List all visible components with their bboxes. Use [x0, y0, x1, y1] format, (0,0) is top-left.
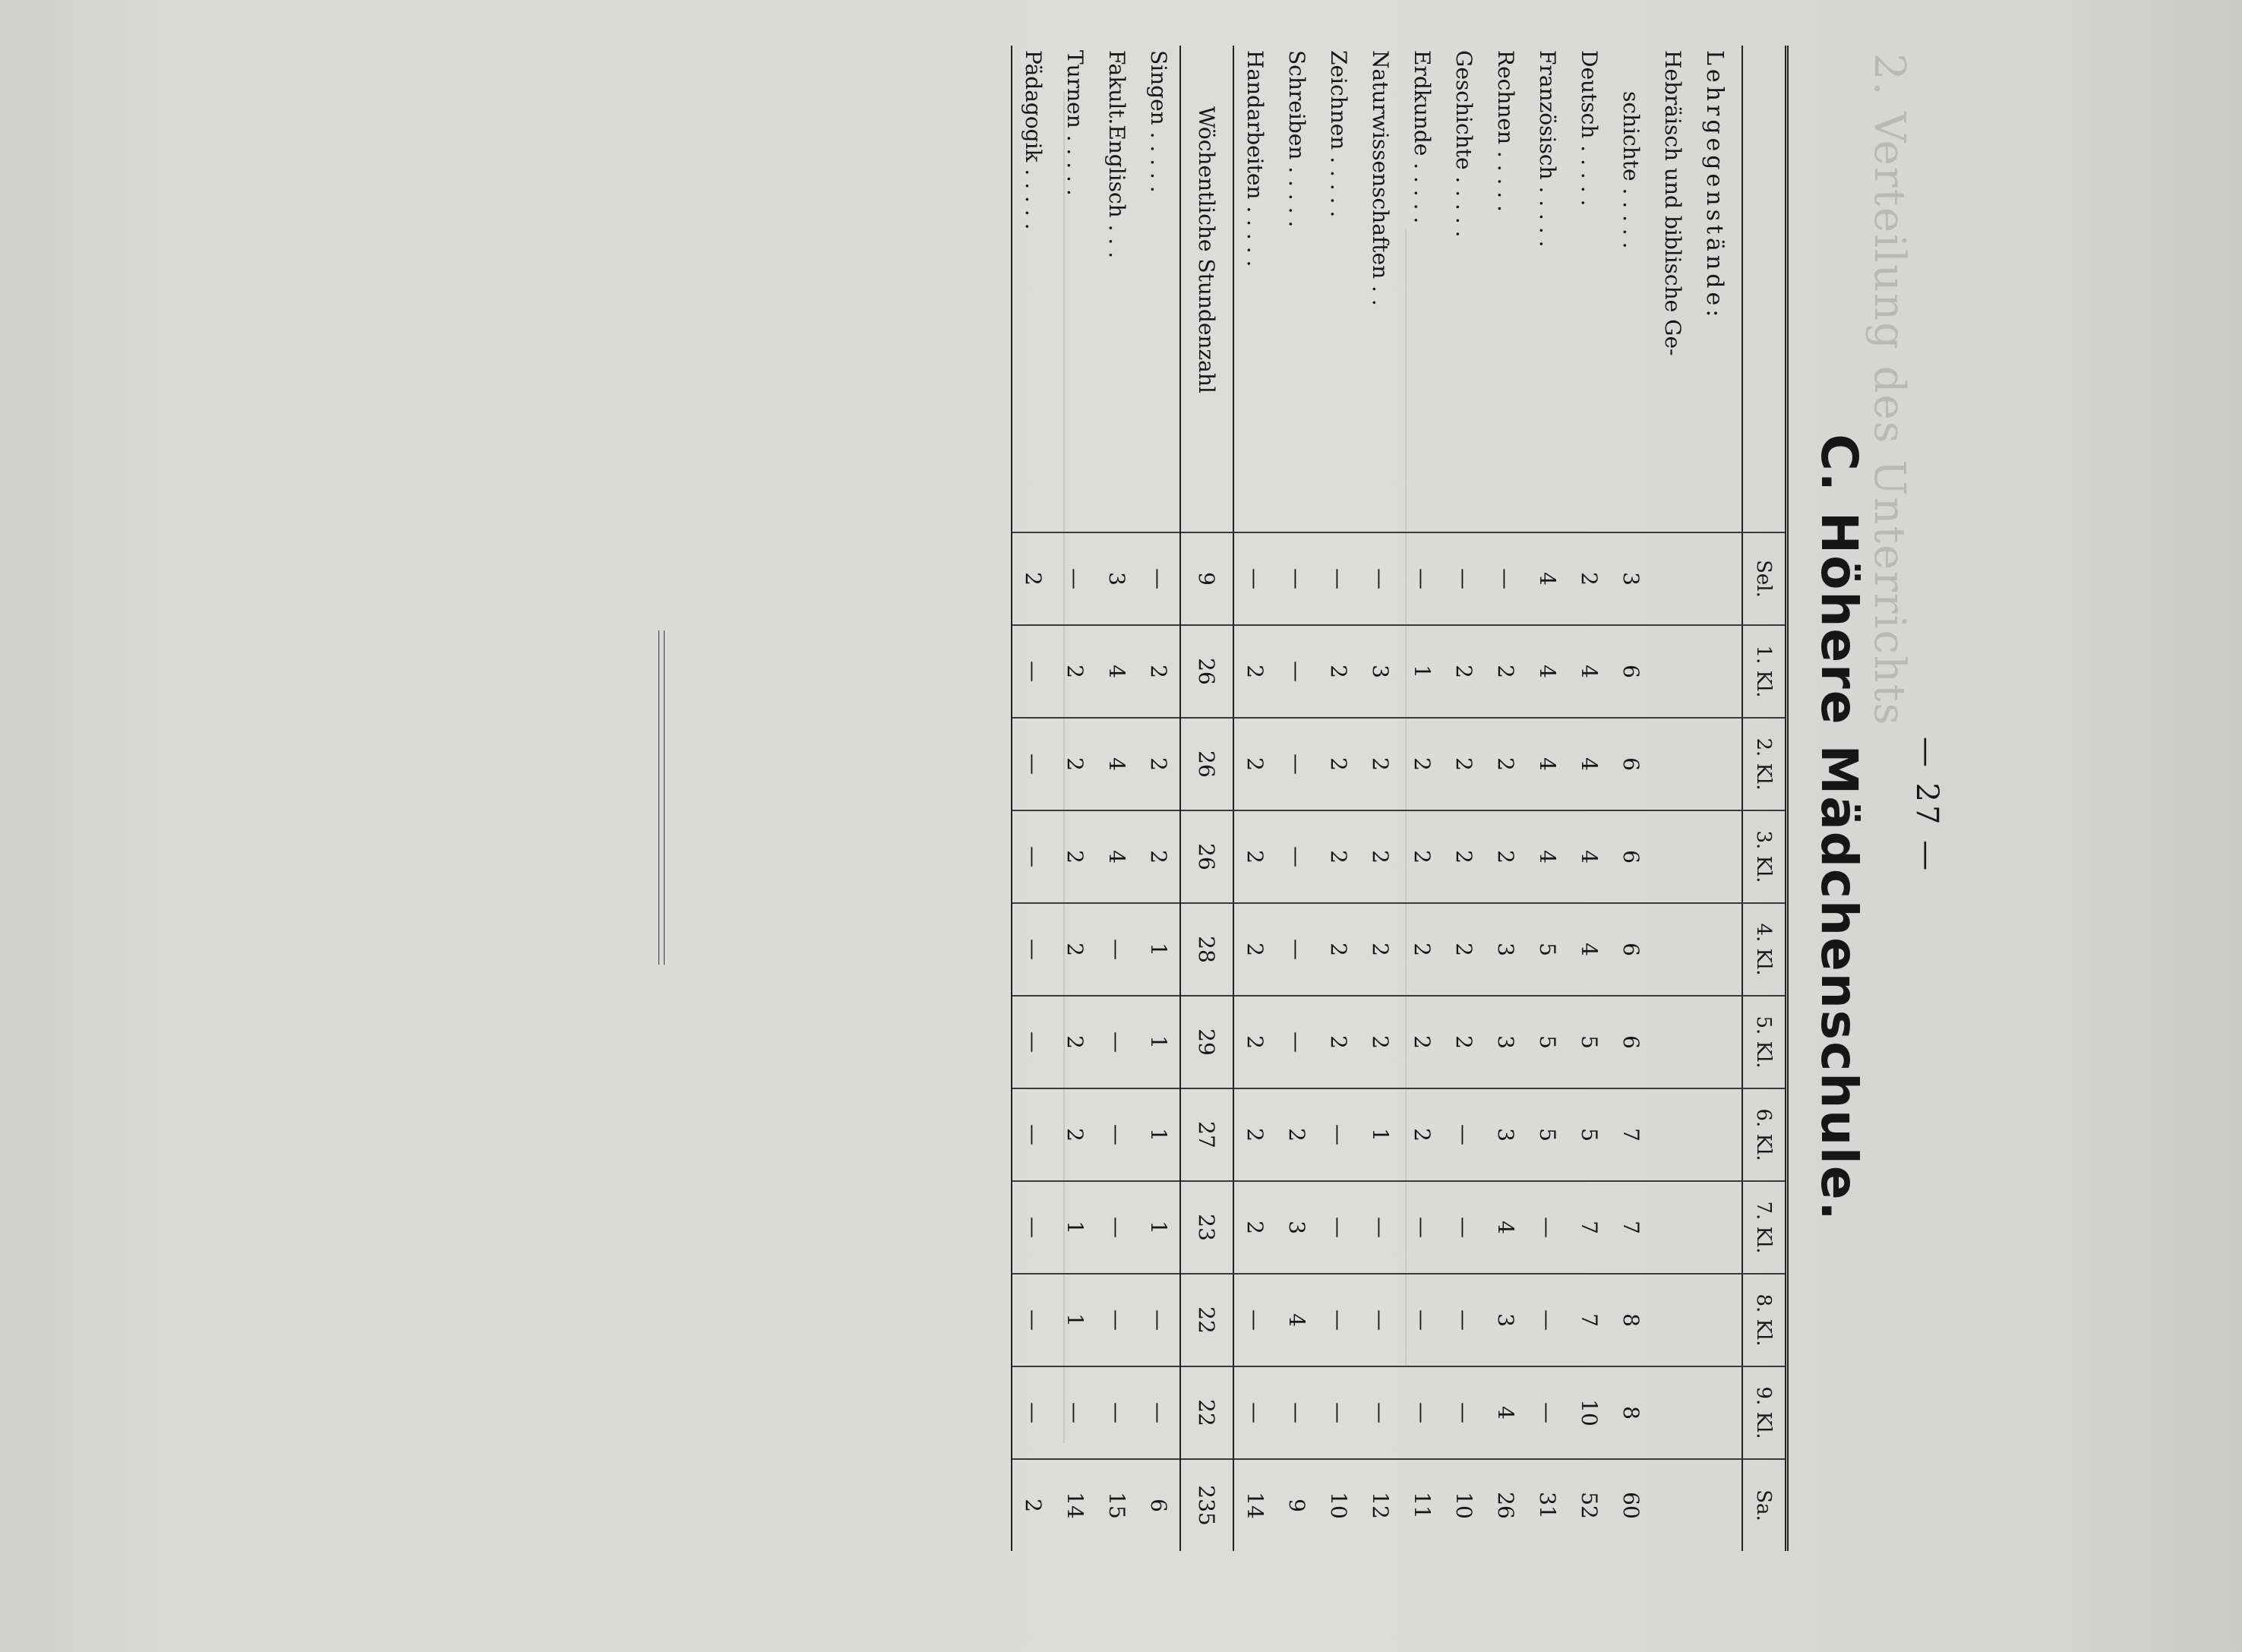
total-cell: 2: [1012, 1459, 1054, 1551]
hours-cell: 2: [1233, 625, 1276, 718]
table-row: [1138, 46, 1180, 1551]
table-row: [1276, 46, 1318, 1551]
hours-cell: 2: [1443, 903, 1485, 996]
hours-cell: 6: [1610, 996, 1652, 1088]
subjects-heading: Lehrgegenstände:: [1701, 50, 1728, 321]
hours-cell: 4: [1568, 625, 1610, 718]
hours-cell: 2: [1443, 718, 1485, 810]
subject-label: schichte . . . . .: [1618, 91, 1644, 249]
hours-cell: 5: [1568, 996, 1610, 1088]
hours-cell: 2: [1359, 903, 1401, 996]
hours-cell: —: [1276, 996, 1318, 1088]
hours-cell: —: [1138, 532, 1180, 625]
hours-cell: 8: [1610, 1274, 1652, 1366]
hours-cell: —: [1233, 1274, 1276, 1366]
hours-cell: 1: [1054, 1274, 1096, 1366]
hours-cell: 2: [1054, 903, 1096, 996]
hours-cell: —: [1527, 1181, 1568, 1274]
hours-cell: 8: [1610, 1366, 1652, 1459]
stub-header: [1742, 46, 1787, 532]
column-header: 1. Kl.: [1742, 625, 1787, 718]
hours-cell: [1652, 718, 1694, 810]
table-row: [1568, 46, 1610, 1551]
hours-cell: 5: [1527, 1088, 1568, 1181]
hours-cell: 2: [1233, 903, 1276, 996]
hours-cell: 2: [1359, 996, 1401, 1088]
hours-cell: 2: [1233, 996, 1276, 1088]
hours-cell: 3: [1485, 996, 1527, 1088]
hours-cell: —: [1012, 1274, 1054, 1366]
hours-cell: —: [1096, 903, 1138, 996]
hours-cell: 7: [1610, 1088, 1652, 1181]
section-title: C. Höhere Mädchenschule.: [1810, 434, 1868, 1222]
table-row: [1652, 46, 1694, 1551]
hours-cell: —: [1012, 810, 1054, 903]
hours-cell: 4: [1276, 1274, 1318, 1366]
hours-cell: 3: [1485, 1088, 1527, 1181]
hours-cell: 3: [1610, 532, 1652, 625]
hours-cell: 4: [1096, 718, 1138, 810]
hours-cell: —: [1401, 1274, 1443, 1366]
total-cell: 31: [1527, 1459, 1568, 1551]
hours-cell: —: [1138, 1274, 1180, 1366]
subject-label: Zeichnen . . . . .: [1326, 50, 1351, 218]
subject-label: Pädagogik . . . . .: [1012, 46, 1054, 532]
hours-cell: 2: [1318, 810, 1359, 903]
column-header: 3. Kl.: [1742, 810, 1787, 903]
hours-cell: 2: [1359, 718, 1401, 810]
hours-cell: 2: [1054, 718, 1096, 810]
page-number: — 27 —: [1909, 736, 1944, 874]
hours-cell: 2: [1318, 625, 1359, 718]
hours-cell: 2: [1233, 810, 1276, 903]
hours-cell: 26: [1180, 625, 1233, 718]
table-row: [1443, 46, 1485, 1551]
hours-cell: —: [1443, 1366, 1485, 1459]
hours-cell: 2: [1233, 1088, 1276, 1181]
total-cell: 6: [1138, 1459, 1180, 1551]
hours-cell: —: [1012, 903, 1054, 996]
hours-cell: 4: [1568, 718, 1610, 810]
hours-cell: 3: [1485, 1274, 1527, 1366]
hours-cell: 26: [1180, 718, 1233, 810]
hours-cell: 2: [1054, 625, 1096, 718]
hours-cell: 5: [1527, 996, 1568, 1088]
hours-cell: 4: [1485, 1181, 1527, 1274]
hours-cell: 4: [1527, 810, 1568, 903]
hours-cell: 2: [1401, 810, 1443, 903]
hours-cell: 2: [1233, 718, 1276, 810]
hours-cell: —: [1527, 1274, 1568, 1366]
hours-cell: 2: [1054, 1088, 1096, 1181]
table-row: [1096, 46, 1138, 1551]
total-cell: 235: [1180, 1459, 1233, 1551]
hours-cell: —: [1012, 1366, 1054, 1459]
hours-cell: 7: [1568, 1181, 1610, 1274]
column-header-row: [1742, 46, 1787, 1551]
total-cell: 9: [1276, 1459, 1318, 1551]
total-cell: 14: [1054, 1459, 1096, 1551]
table-row: [1359, 46, 1401, 1551]
hours-cell: [1652, 1088, 1694, 1181]
hours-cell: 2: [1485, 810, 1527, 903]
subject-label: Deutsch . . . . .: [1577, 50, 1602, 207]
hours-cell: —: [1276, 903, 1318, 996]
hours-cell: 2: [1485, 625, 1527, 718]
hours-cell: —: [1276, 1366, 1318, 1459]
hours-cell: —: [1276, 718, 1318, 810]
hours-cell: 4: [1527, 532, 1568, 625]
hours-cell: —: [1054, 1366, 1096, 1459]
hours-cell: —: [1138, 1366, 1180, 1459]
hours-cell: 2: [1443, 996, 1485, 1088]
hours-cell: —: [1012, 718, 1054, 810]
hours-cell: —: [1527, 1366, 1568, 1459]
hours-cell: —: [1359, 1366, 1401, 1459]
total-cell: 10: [1318, 1459, 1359, 1551]
hours-cell: 4: [1096, 625, 1138, 718]
hours-cell: 22: [1180, 1366, 1233, 1459]
subject-label: Schreiben . . . . .: [1284, 50, 1309, 228]
total-cell: 26: [1485, 1459, 1527, 1551]
hours-cell: —: [1276, 810, 1318, 903]
timetable-grid: [1011, 46, 1789, 1551]
hours-cell: 6: [1610, 625, 1652, 718]
hours-cell: 2: [1012, 532, 1054, 625]
timetable: [1011, 46, 1789, 1551]
hours-cell: 4: [1527, 718, 1568, 810]
subject-label: Fakult.Englisch . . .: [1104, 50, 1129, 259]
table-row: [1485, 46, 1527, 1551]
hours-cell: 3: [1096, 532, 1138, 625]
hours-cell: 2: [1138, 718, 1180, 810]
hours-cell: 1: [1138, 1088, 1180, 1181]
hours-cell: 6: [1610, 718, 1652, 810]
hours-cell: —: [1359, 1274, 1401, 1366]
weekly-total-row: [1180, 46, 1233, 1551]
column-header: 9. Kl.: [1742, 1366, 1787, 1459]
table-row: [1610, 46, 1652, 1551]
hours-cell: 2: [1054, 996, 1096, 1088]
hours-cell: [1652, 625, 1694, 718]
table-row: [1233, 46, 1276, 1551]
total-cell: 52: [1568, 1459, 1610, 1551]
total-cell: 10: [1443, 1459, 1485, 1551]
hours-cell: —: [1233, 532, 1276, 625]
hours-cell: 2: [1054, 810, 1096, 903]
hours-cell: —: [1318, 1088, 1359, 1181]
hours-cell: —: [1485, 532, 1527, 625]
hours-cell: 1: [1138, 1181, 1180, 1274]
hours-cell: —: [1359, 532, 1401, 625]
hours-cell: 3: [1359, 625, 1401, 718]
hours-cell: [1652, 1274, 1694, 1366]
hours-cell: 4: [1527, 625, 1568, 718]
column-header: 8. Kl.: [1742, 1274, 1787, 1366]
hours-cell: —: [1443, 1088, 1485, 1181]
column-header: 7. Kl.: [1742, 1181, 1787, 1274]
hours-cell: —: [1443, 1181, 1485, 1274]
hours-cell: —: [1401, 1366, 1443, 1459]
hours-cell: 2: [1138, 810, 1180, 903]
hours-cell: —: [1096, 1366, 1138, 1459]
hours-cell: 2: [1359, 810, 1401, 903]
total-cell: 15: [1096, 1459, 1138, 1551]
column-header: Sel.: [1742, 532, 1787, 625]
hours-cell: 4: [1096, 810, 1138, 903]
bleed-through-text: 2. Verteilung des Unterrichts: [1865, 53, 1914, 727]
hours-cell: 27: [1180, 1088, 1233, 1181]
hours-cell: 2: [1276, 1088, 1318, 1181]
hours-cell: 6: [1610, 903, 1652, 996]
hours-cell: —: [1012, 1181, 1054, 1274]
column-header: 4. Kl.: [1742, 903, 1787, 996]
hours-cell: —: [1318, 532, 1359, 625]
column-header: 5. Kl.: [1742, 996, 1787, 1088]
hours-cell: 2: [1401, 996, 1443, 1088]
hours-cell: 2: [1568, 532, 1610, 625]
hours-cell: —: [1096, 996, 1138, 1088]
hours-cell: [1652, 903, 1694, 996]
hours-cell: 10: [1568, 1366, 1610, 1459]
hours-cell: —: [1443, 1274, 1485, 1366]
hours-cell: —: [1096, 1274, 1138, 1366]
total-cell: 14: [1233, 1459, 1276, 1551]
hours-cell: 4: [1485, 1366, 1527, 1459]
rotated-page-content: [53, 30, 1967, 1587]
total-cell: 11: [1401, 1459, 1443, 1551]
hours-cell: —: [1012, 625, 1054, 718]
subject-label: Naturwissenschaften . .: [1368, 50, 1393, 306]
hours-cell: 2: [1318, 718, 1359, 810]
subject-label: Singen . . . . .: [1146, 50, 1171, 193]
subject-label: Geschichte . . . . .: [1451, 50, 1476, 238]
table-row: [1054, 46, 1096, 1551]
total-cell: 12: [1359, 1459, 1401, 1551]
table-row: [1012, 46, 1054, 1551]
hours-cell: —: [1054, 532, 1096, 625]
hours-cell: 3: [1276, 1181, 1318, 1274]
hours-cell: 22: [1180, 1274, 1233, 1366]
hours-cell: —: [1096, 1181, 1138, 1274]
hours-cell: —: [1096, 1088, 1138, 1181]
subject-label: Hebräisch und biblische Ge-: [1660, 50, 1685, 356]
hours-cell: —: [1401, 1181, 1443, 1274]
hours-cell: [1652, 810, 1694, 903]
hours-cell: 2: [1318, 996, 1359, 1088]
table-row: [1318, 46, 1359, 1551]
end-double-rule: [658, 630, 665, 965]
timetable-body: [1012, 46, 1742, 1551]
hours-cell: 1: [1138, 996, 1180, 1088]
hours-cell: [1652, 532, 1694, 625]
table-heading-row: [1694, 46, 1742, 1551]
hours-cell: [1652, 996, 1694, 1088]
hours-cell: 3: [1485, 903, 1527, 996]
hours-cell: 4: [1568, 810, 1610, 903]
hours-cell: —: [1276, 625, 1318, 718]
hours-cell: 5: [1568, 1088, 1610, 1181]
subject-label: Rechnen . . . . .: [1493, 50, 1518, 213]
subject-label: Wöchentliche Stundenzahl: [1180, 46, 1233, 532]
hours-cell: —: [1359, 1181, 1401, 1274]
hours-cell: —: [1401, 532, 1443, 625]
hours-cell: 1: [1359, 1088, 1401, 1181]
column-header: 6. Kl.: [1742, 1088, 1787, 1181]
hours-cell: 2: [1401, 1088, 1443, 1181]
hours-cell: 23: [1180, 1181, 1233, 1274]
hours-cell: [1652, 1366, 1694, 1459]
total-cell: 60: [1610, 1459, 1652, 1551]
hours-cell: 9: [1180, 532, 1233, 625]
hours-cell: 2: [1443, 810, 1485, 903]
hours-cell: 28: [1180, 903, 1233, 996]
hours-cell: 1: [1054, 1181, 1096, 1274]
subject-label: Französisch . . . . .: [1535, 50, 1560, 248]
hours-cell: 1: [1138, 903, 1180, 996]
hours-cell: 2: [1138, 625, 1180, 718]
table-row: [1527, 46, 1568, 1551]
hours-cell: 26: [1180, 810, 1233, 903]
subject-label: Turnen . . . . .: [1063, 50, 1088, 196]
hours-cell: 29: [1180, 996, 1233, 1088]
column-header: Sa.: [1742, 1459, 1787, 1551]
hours-cell: 1: [1401, 625, 1443, 718]
hours-cell: —: [1318, 1274, 1359, 1366]
hours-cell: —: [1276, 532, 1318, 625]
subject-label: Handarbeiten . . . . .: [1243, 50, 1268, 267]
hours-cell: [1652, 1181, 1694, 1274]
hours-cell: —: [1012, 996, 1054, 1088]
hours-cell: —: [1318, 1181, 1359, 1274]
hours-cell: 7: [1610, 1181, 1652, 1274]
hours-cell: 7: [1568, 1274, 1610, 1366]
hours-cell: 2: [1318, 903, 1359, 996]
table-row: [1401, 46, 1443, 1551]
hours-cell: —: [1233, 1366, 1276, 1459]
hours-cell: 2: [1401, 718, 1443, 810]
hours-cell: 5: [1527, 903, 1568, 996]
subject-label: Erdkunde . . . . .: [1410, 50, 1435, 224]
hours-cell: —: [1012, 1088, 1054, 1181]
hours-cell: —: [1443, 532, 1485, 625]
hours-cell: 2: [1443, 625, 1485, 718]
hours-cell: 2: [1233, 1181, 1276, 1274]
hours-cell: 2: [1485, 718, 1527, 810]
total-cell: [1652, 1459, 1694, 1551]
hours-cell: —: [1318, 1366, 1359, 1459]
hours-cell: 4: [1568, 903, 1610, 996]
column-header: 2. Kl.: [1742, 718, 1787, 810]
hours-cell: 6: [1610, 810, 1652, 903]
hours-cell: 2: [1401, 903, 1443, 996]
